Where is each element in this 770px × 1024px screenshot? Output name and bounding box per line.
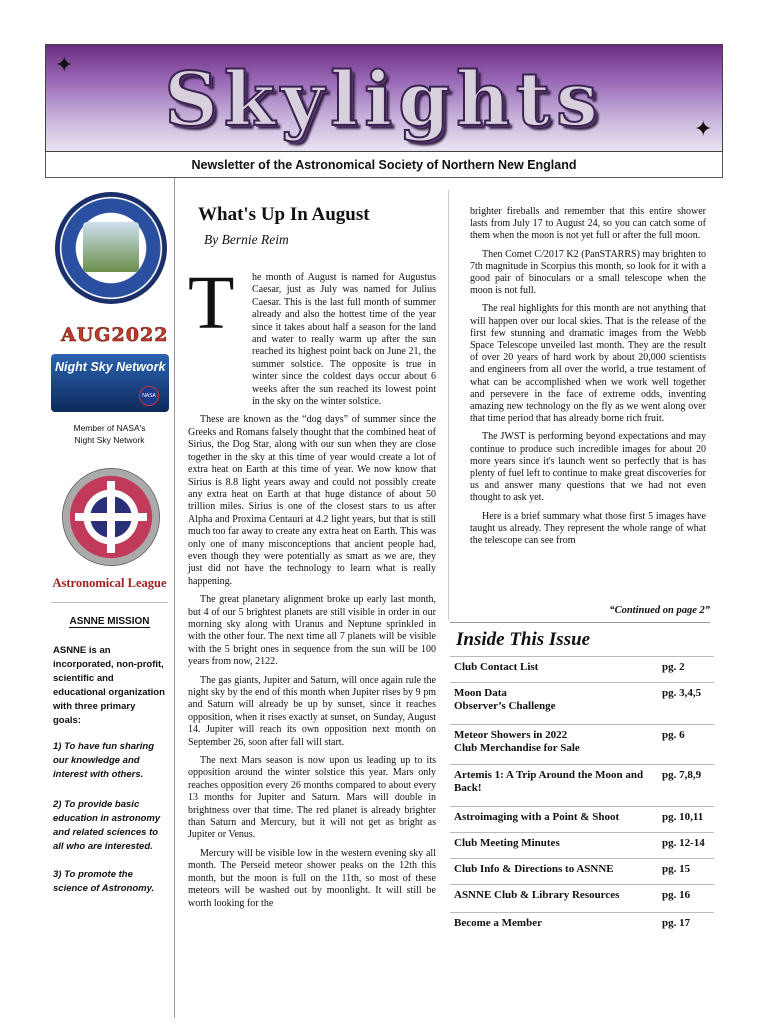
toc-title: Moon Data Observer’s Challenge bbox=[454, 687, 556, 712]
toc-title: ASNNE Club & Library Resources bbox=[454, 889, 620, 901]
toc-page: pg. 6 bbox=[662, 729, 685, 741]
toc-row bbox=[450, 724, 714, 765]
article-paragraph: Mercury will be visible low in the western evening sky all month. The Perseid meteor shower peaks on the 12th this month, but the moon is full on the 11th, so most of these meteors will be washed out by moonlight. It will still be worth looking for the bbox=[188, 847, 436, 909]
night-sky-network-logo bbox=[51, 354, 169, 412]
mission-goal: 3) To promote the science of Astronomy. bbox=[53, 869, 155, 894]
society-logo bbox=[55, 192, 167, 304]
nasa-meatball-icon: NASA bbox=[139, 386, 159, 406]
issue-date: AUG2022 bbox=[61, 324, 169, 346]
article-paragraph: he month of August is named for Augustus Caesar, just as July was named for Julius Caesar. This is the last full month of summer already and also the hottest time of the year since it takes about half a season for the land and water to really warm up after the sun reached its highest point back on June 21, the summer solstice. The opposite is true in winter since the coldest days occur about 6 weeks after the sun reached its lowest point in the sky on the winter solstice. bbox=[252, 272, 436, 408]
astronomical-league-logo bbox=[62, 468, 160, 566]
toc-title: Club Contact List bbox=[454, 661, 539, 673]
toc-title: Meteor Showers in 2022 Club Merchandise for Sale bbox=[454, 729, 580, 754]
article-paragraph: Here is a brief summary what those first 5 images have taught us already. They represent the whole range of what the telescope can see from bbox=[470, 510, 706, 547]
toc-row bbox=[450, 858, 714, 885]
toc-title: Club Info & Directions to ASNNE bbox=[454, 863, 614, 875]
toc-page: pg. 17 bbox=[662, 917, 691, 929]
article-column-1 bbox=[188, 261, 436, 916]
mission-title: ASNNE MISSION bbox=[69, 616, 150, 627]
masthead bbox=[45, 44, 723, 152]
mission-goal: 1) To have fun sharing our knowledge and interest with others. bbox=[53, 741, 154, 780]
toc-row bbox=[450, 912, 714, 941]
toc-page: pg. 12-14 bbox=[662, 837, 705, 849]
article-paragraph: The gas giants, Jupiter and Saturn, will once again rule the night sky by the end of this month when Jupiter rises by 9 pm and Saturn will already be up by sunset, since it reaches opposition, when it rises exactly at sunset, on Sunday, August 14. Jupiter will reach its own opposition next month on September 26, soon after fall will start. bbox=[188, 674, 436, 748]
article-byline: By Bernie Reim bbox=[204, 232, 289, 247]
inside-title: Inside This Issue bbox=[456, 629, 591, 650]
mission-intro: ASNNE is an incorporated, non-profit, scientific and educational organization with three primary goals: bbox=[53, 645, 165, 726]
article-column-2 bbox=[470, 206, 706, 553]
mission-goal: 2) To provide basic education in astronomy and related sciences to all who are interested. bbox=[53, 799, 161, 852]
article-paragraph: brighter fireballs and remember that this entire shower lasts from July 17 to August 24, so you can catch some of them when the moon is not yet full or after the full moon. bbox=[470, 206, 706, 242]
observatory-telescope-icon bbox=[83, 222, 139, 272]
article-paragraph: The JWST is performing beyond expectations and may continue to produce such incredible images for about 20 more years since it's launch went so perfectly that is has plenty of fuel left to continue to make great discoveries for us and answer many questions that we had not even thought to ask yet. bbox=[470, 431, 706, 504]
member-note-line1: Member of NASA's bbox=[73, 423, 146, 433]
article-paragraph: Then Comet C/2017 K2 (PanSTARRS) may brighten to 7th magnitude in Scorpius this month, so look for it with a good pair of binoculars or a small telescope when the moon is not full. bbox=[470, 248, 706, 297]
article-paragraph: The next Mars season is now upon us leading up to its opposition around the winter solstice this year. Mars only reaches opposition every 26 months compared to about every 13 months for Jupiter and Saturn. Mars will double in brightness over that time. The red planet is already brighter than Saturn and Mercury, but it will not get as bright as Jupiter or Venus. bbox=[188, 755, 436, 841]
toc-row bbox=[450, 764, 714, 807]
toc-row bbox=[450, 832, 714, 859]
newsletter-title: Skylights bbox=[164, 57, 604, 143]
continued-note: “Continued on page 2” bbox=[609, 605, 710, 616]
toc-row bbox=[450, 806, 714, 833]
article-paragraph: These are known as the “dog days” of summer since the Greeks and Romans falsely thought that the combined heat of Sirius, the Dog Star, along with our sun when they are close together in the sky at this time of year would create a lot of extra heat on Earth at this time of year. We now know that Sirius is 8.8 light years away and could not possibly create any extra heat on Earth at that huge distance of about 50 trillion miles. Sirius is one of the closest stars to us after Alpha and Proxima Centauri at 4.2 light years, but that is still much too far away to create any extra heat on Earth. This was only one of many misconceptions that ancient people had, even though they were potentially as smart as we are, they just did not have the technology to learn what is really happening. bbox=[188, 414, 436, 587]
article-paragraph: The real highlights for this month are not anything that will happen over our local skies. That is the release of the first few stunning and dramatic images from the Webb Space Telescope unveiled last month. They are the result of over 20 years of hard work by about 20,000 scientists and engineers from all over the world, a true testament of what can be accomplished when we work well together and persevere in the face of extreme odds, inventing amazing new technology on the fly as we went along over that time period that has already borne rich fruit. bbox=[470, 303, 706, 425]
member-note bbox=[45, 422, 174, 446]
toc-page: pg. 10,11 bbox=[662, 811, 704, 823]
column-divider bbox=[448, 190, 449, 620]
sidebar bbox=[45, 178, 175, 1018]
toc-row bbox=[450, 682, 714, 725]
toc-title: Astroimaging with a Point & Shoot bbox=[454, 811, 620, 823]
nsn-logo-text: Night Sky Network bbox=[55, 360, 166, 374]
toc-page: pg. 3,4,5 bbox=[662, 687, 702, 699]
drop-cap: T bbox=[188, 261, 235, 345]
league-name: Astronomical League bbox=[52, 576, 167, 590]
sidebar-divider bbox=[51, 602, 168, 603]
toc-page: pg. 2 bbox=[662, 661, 685, 673]
star-icon: ✦ bbox=[55, 52, 74, 77]
toc-title: Artemis 1: A Trip Around the Moon and Back! bbox=[454, 769, 644, 794]
article-title: What's Up In August bbox=[198, 204, 370, 225]
member-note-line2: Night Sky Network bbox=[74, 435, 145, 445]
toc-row bbox=[450, 656, 714, 683]
article-paragraph: The great planetary alignment broke up early last month, but 4 of our 5 brightest planets are still visible in order in our morning sky along with Uranus and Neptune sprinkled in with the other four. The next time all 7 planets will be visible with the 5 bright ones in sequence from the sun will be 100 years from now, 2122. bbox=[188, 594, 436, 668]
toc-row bbox=[450, 884, 714, 913]
toc-page: pg. 7,8,9 bbox=[662, 769, 702, 781]
toc-title: Club Meeting Minutes bbox=[454, 837, 560, 849]
toc-title: Become a Member bbox=[454, 917, 542, 929]
newsletter-subtitle: Newsletter of the Astronomical Society of Northern New England bbox=[45, 152, 723, 178]
toc-page: pg. 15 bbox=[662, 863, 691, 875]
star-icon: ✦ bbox=[694, 116, 713, 141]
toc-page: pg. 16 bbox=[662, 889, 691, 901]
